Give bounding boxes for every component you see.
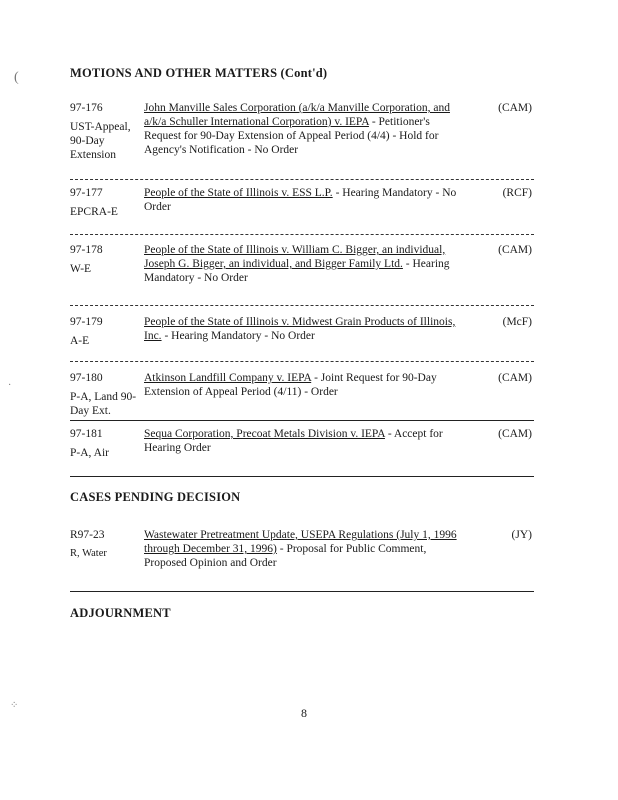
row-divider xyxy=(70,305,534,306)
case-action: - Hearing Mandatory - No Order xyxy=(161,330,315,342)
case-id-column xyxy=(70,101,140,162)
case-description xyxy=(144,186,462,214)
case-title: People of the State of Illinois v. Midwest Grain Products of Illinois, Inc. xyxy=(144,316,456,342)
case-title: John Manville Sales Corporation (a/k/a Manville Corporation, and a/k/a Schuller International Corporation) v. IEPA xyxy=(144,102,450,128)
case-title: Atkinson Landfill Company v. IEPA xyxy=(144,372,312,384)
adjournment-heading: ADJOURNMENT xyxy=(70,606,171,620)
case-number: 97-178 xyxy=(70,244,103,256)
case-initials: (CAM) xyxy=(498,372,532,384)
section-divider xyxy=(70,591,534,592)
case-description xyxy=(144,427,462,455)
pending-heading: CASES PENDING DECISION xyxy=(70,490,241,504)
case-description xyxy=(144,371,462,399)
case-number: 97-176 xyxy=(70,102,103,114)
case-action: - Accept for Hearing Order xyxy=(144,428,443,454)
case-action: - Joint Request for 90-Day Extension of Appeal Period (4/11) - Order xyxy=(144,372,437,398)
row-divider xyxy=(70,420,534,421)
case-initials: (CAM) xyxy=(498,244,532,256)
case-number: 97-180 xyxy=(70,372,103,384)
case-initials: (RCF) xyxy=(502,187,532,199)
row-divider xyxy=(70,179,534,180)
case-number: 97-181 xyxy=(70,428,103,440)
case-action: - Hearing Mandatory - No Order xyxy=(144,258,450,284)
case-title: Wastewater Pretreatment Update, USEPA Regulations (July 1, 1996 through December 31, 1996) xyxy=(144,529,457,555)
case-title: People of the State of Illinois v. William C. Bigger, an individual, Joseph G. Bigger, an individual, and Bigger Family Ltd. xyxy=(144,244,446,270)
case-number: R97-23 xyxy=(70,529,105,541)
motions-heading: MOTIONS AND OTHER MATTERS (Cont'd) xyxy=(70,66,328,80)
scan-mark: ⁘ xyxy=(10,700,19,711)
case-id-column xyxy=(70,371,140,418)
case-type: UST-Appeal, 90-Day Extension xyxy=(70,121,131,161)
case-id-column xyxy=(70,528,140,561)
case-type: A-E xyxy=(70,335,90,347)
row-divider xyxy=(70,234,534,235)
scan-mark: · xyxy=(8,380,12,391)
section-divider xyxy=(70,476,534,477)
case-number: 97-177 xyxy=(70,187,103,199)
case-title: People of the State of Illinois v. ESS L.P. xyxy=(144,187,333,199)
case-type: R, Water xyxy=(70,548,107,559)
case-initials: (CAM) xyxy=(498,428,532,440)
row-divider xyxy=(70,361,534,362)
case-title: Sequa Corporation, Precoat Metals Division v. IEPA xyxy=(144,428,385,440)
case-initials: (JY) xyxy=(511,529,532,541)
case-type: P-A, Air xyxy=(70,447,109,459)
case-type: W-E xyxy=(70,263,92,275)
case-id-column xyxy=(70,315,140,348)
case-number: 97-179 xyxy=(70,316,103,328)
case-description xyxy=(144,528,462,570)
case-description xyxy=(144,243,462,285)
case-description xyxy=(144,101,462,157)
case-id-column xyxy=(70,243,140,276)
case-initials: (McF) xyxy=(502,316,532,328)
scan-mark: ( xyxy=(14,70,19,85)
case-id-column xyxy=(70,186,140,219)
case-initials: (CAM) xyxy=(498,102,532,114)
case-description xyxy=(144,315,462,343)
case-action: - Petitioner's Request for 90-Day Extension of Appeal Period (4/4) - Hold for Agency's Notification - No Order xyxy=(144,116,439,156)
case-action: - Hearing Mandatory - No Order xyxy=(144,187,457,213)
case-type: EPCRA-E xyxy=(70,206,118,218)
case-type: P-A, Land 90-Day Ext. xyxy=(70,391,137,417)
page-number: 8 xyxy=(301,706,307,720)
case-action: - Proposal for Public Comment, Proposed Opinion and Order xyxy=(144,543,427,569)
case-id-column xyxy=(70,427,140,460)
